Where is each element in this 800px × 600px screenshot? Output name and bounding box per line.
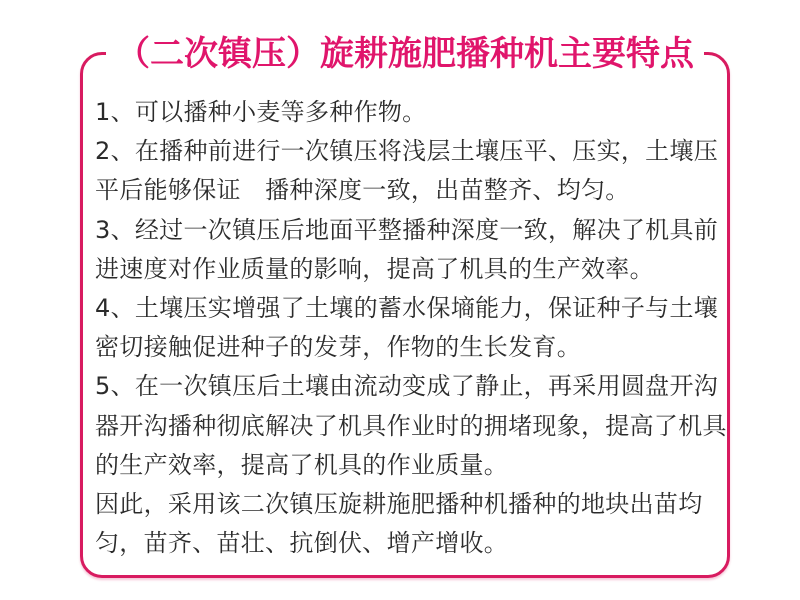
body-line: 3、经过一次镇压后地面平整播种深度一致，解决了机具前	[95, 215, 719, 244]
body-line: 2、在播种前进行一次镇压将浅层土壤压平、压实，土壤压	[95, 137, 719, 166]
body-line: 密切接触促进种子的发芽，作物的生长发育。	[95, 333, 581, 362]
body-line: 的生产效率，提高了机具的作业质量。	[95, 450, 509, 479]
body-line: 因此，采用该二次镇压旋耕施肥播种机播种的地块出苗均	[95, 489, 703, 518]
page-title: （二次镇压）旋耕施肥播种机主要特点	[106, 30, 704, 78]
body-line: 5、在一次镇压后土壤由流动变成了静止，再采用圆盘开沟	[95, 372, 719, 401]
body-line: 1、可以播种小麦等多种作物。	[95, 98, 427, 126]
body-line: 平后能够保证 播种深度一致，出苗整齐、均匀。	[95, 176, 630, 205]
body-line: 4、土壤压实增强了土壤的蓄水保墒能力，保证种子与土壤	[95, 293, 719, 322]
body-line: 器开沟播种彻底解决了机具作业时的拥堵现象，提高了机具	[95, 411, 727, 440]
body-line: 进速度对作业质量的影响，提高了机具的生产效率。	[95, 254, 654, 283]
feature-list	[95, 93, 727, 563]
body-line: 匀，苗齐、苗壮、抗倒伏、增产增收。	[95, 529, 509, 558]
feature-box-border	[80, 34, 730, 578]
